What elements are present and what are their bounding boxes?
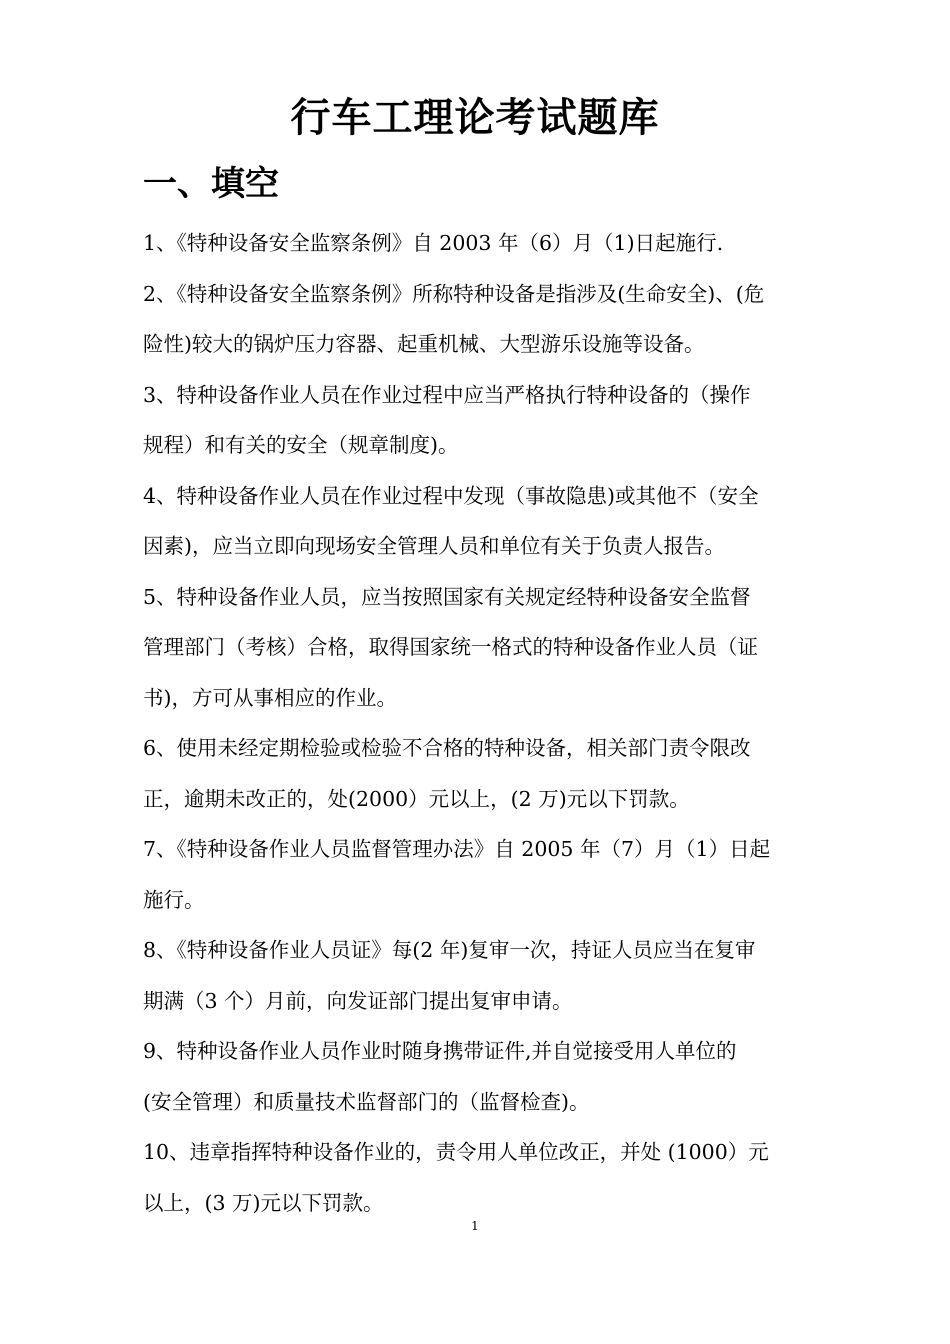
question-line: 9、特种设备作业人员作业时随身携带证件,并自觉接受用人单位的 [143, 1039, 737, 1063]
section-heading: 一、填空 [143, 164, 279, 204]
question-line: (安全管理）和质量技术监督部门的（监督检查)。 [143, 1089, 590, 1114]
question-line: 规程）和有关的安全（规章制度)。 [143, 433, 459, 457]
question-line: 管理部门（考核）合格，取得国家统一格式的特种设备作业人员（证 [143, 635, 758, 659]
question-item [143, 471, 823, 572]
question-item [143, 218, 823, 269]
question-item [143, 925, 823, 1026]
question-line: 4、特种设备作业人员在作业过程中发现（事故隐患)或其他不（安全 [143, 483, 759, 508]
question-item [143, 723, 823, 824]
question-line: 6、使用未经定期检验或检验不合格的特种设备，相关部门责令限改 [143, 736, 751, 760]
question-line: 7、《特种设备作业人员监督管理办法》自 2005 年（7）月（1）日起 [143, 837, 771, 861]
question-line: 1、《特种设备安全监察条例》自 2003 年（6）月（1)日起施行. [143, 231, 724, 255]
question-list [143, 218, 823, 1228]
question-line: 以上，(3 万)元以下罚款。 [143, 1190, 384, 1215]
question-line: 正，逾期未改正的，处(2000）元以上，(2 万)元以下罚款。 [143, 786, 690, 811]
question-line: 施行。 [143, 887, 205, 912]
question-item [143, 370, 823, 471]
question-line: 期满（3 个）月前，向发证部门提出复审申请。 [143, 988, 573, 1013]
question-line: 8、《特种设备作业人员证》每(2 年)复审一次，持证人员应当在复审 [143, 938, 756, 962]
question-line: 险性)较大的锅炉压力容器、起重机械、大型游乐设施等设备。 [143, 332, 705, 356]
question-item [143, 1026, 823, 1127]
question-line: 因素)，应当立即向现场安全管理人员和单位有关于负责人报告。 [143, 534, 725, 558]
question-line: 2、《特种设备安全监察条例》所称特种设备是指涉及(生命安全)、(危 [143, 281, 765, 306]
question-item [143, 269, 823, 370]
question-item [143, 1127, 823, 1228]
question-line: 书)，方可从事相应的作业。 [143, 685, 397, 710]
question-item [143, 824, 823, 925]
question-item [143, 572, 823, 724]
page-number: 1 [471, 1219, 479, 1233]
question-line: 10、违章指挥特种设备作业的，责令用人单位改正，并处 (1000）元 [143, 1140, 769, 1164]
document-title: 行车工理论考试题库 [290, 94, 660, 141]
question-line: 5、特种设备作业人员，应当按照国家有关规定经特种设备安全监督 [143, 584, 751, 609]
question-line: 3、特种设备作业人员在作业过程中应当严格执行特种设备的（操作 [143, 382, 751, 407]
